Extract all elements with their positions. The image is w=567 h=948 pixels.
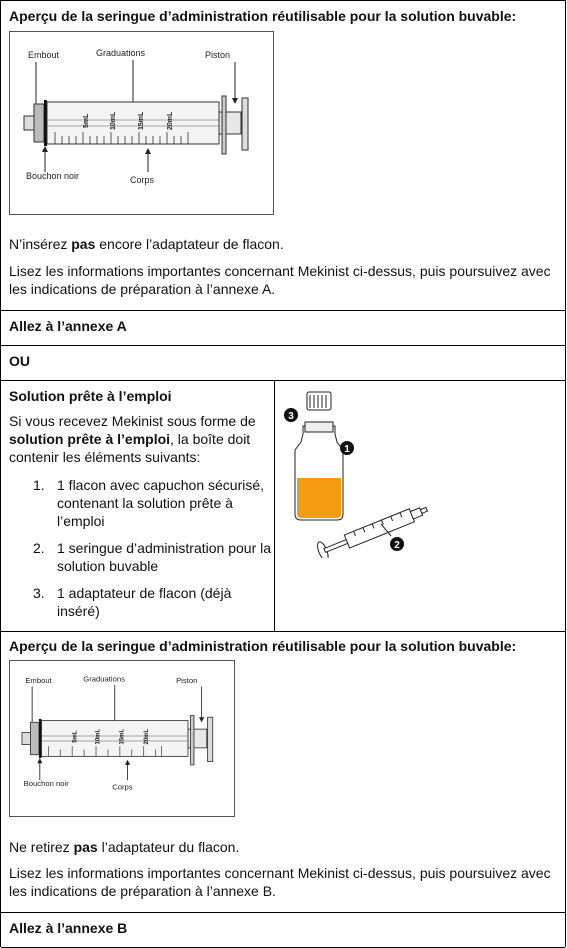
label-barrel: Corps (130, 175, 155, 185)
label-black-stopper: Bouchon noir (26, 171, 80, 181)
syringe-diagram-b (9, 660, 235, 817)
goto-annex-b: Allez à l’annexe B (9, 920, 128, 936)
list-item: 1. 1 flacon avec capuchon sécurisé, contenant la solution prête à l’emploi (33, 477, 265, 529)
label-plunger: Piston (205, 50, 231, 60)
syringe-diagram-a (9, 31, 274, 215)
label-graduations: Graduations (83, 674, 125, 684)
label-plunger: Piston (176, 676, 198, 686)
paragraph-read-info-b: Lisez les informations importantes concernant Mekinist ci-dessus, puis poursuivez avec les indications de préparation à l’annexe B. (9, 865, 551, 899)
row-syringe-overview-a (1, 1, 565, 311)
section2-heading: Solution prête à l’emploi (9, 388, 172, 404)
contents-list (9, 476, 271, 629)
tick-5ml: 5mL (72, 730, 79, 743)
tick-10ml: 10mL (95, 728, 102, 745)
label-black-stopper: Bouchon noir (23, 779, 69, 789)
row-ready-solution (1, 381, 565, 632)
tick-15ml: 15mL (138, 111, 145, 130)
or-label: OU (9, 353, 30, 369)
tick-20ml: 20mL (143, 728, 150, 745)
tick-10ml: 10mL (110, 111, 117, 130)
column-divider (274, 381, 275, 631)
callout-3: 3 (288, 411, 294, 422)
label-tip: Embout (28, 50, 60, 60)
row-syringe-overview-b (1, 632, 565, 913)
section2-intro: Si vous recevez Mekinist sous forme de solution prête à l’emploi, la boîte doit contenir les éléments suivants: (9, 413, 256, 465)
row-goto-annex-a (1, 311, 565, 346)
tick-5ml: 5mL (83, 113, 90, 128)
tick-20ml: 20mL (167, 111, 174, 130)
paragraph-keep-adapter: Ne retirez pas l’adaptateur du flacon. (9, 839, 240, 855)
tick-15ml: 15mL (119, 728, 126, 745)
callout-2: 2 (394, 540, 400, 551)
goto-annex-a: Allez à l’annexe A (9, 318, 127, 334)
list-item: 3. 1 adaptateur de flacon (déjà inséré) (33, 585, 232, 619)
label-tip: Embout (25, 676, 52, 686)
bottle-syringe-illustration (281, 386, 431, 558)
section1-heading: Aperçu de la seringue d’administration réutilisable pour la solution buvable: (9, 8, 517, 24)
row-goto-annex-b (1, 913, 565, 948)
label-graduations: Graduations (96, 48, 146, 58)
section3-heading: Aperçu de la seringue d’administration réutilisable pour la solution buvable: (9, 638, 517, 654)
paragraph-read-info-a: Lisez les informations importantes concernant Mekinist ci-dessus, puis poursuivez avec les indications de préparation à l’annexe A. (9, 263, 551, 297)
callout-1: 1 (344, 444, 350, 455)
label-barrel: Corps (112, 782, 133, 792)
row-or (1, 346, 565, 381)
list-item: 2. 1 seringue d’administration pour la solution buvable (33, 540, 272, 574)
paragraph-no-adapter: N’insérez pas encore l’adaptateur de flacon. (9, 236, 284, 252)
